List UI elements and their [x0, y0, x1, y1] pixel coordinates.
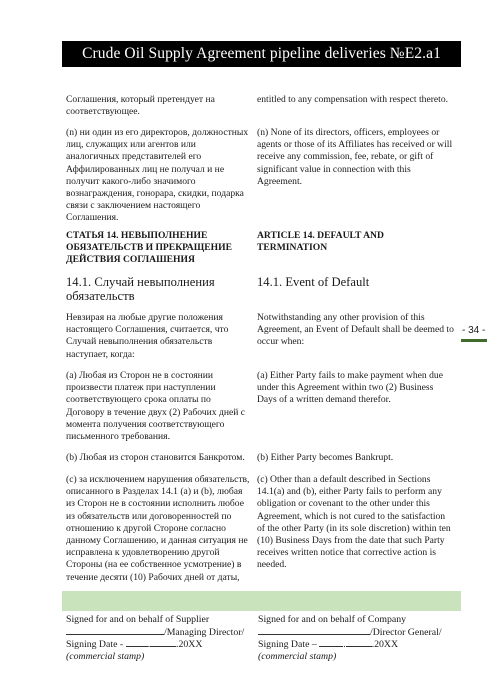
company-role-line	[258, 626, 458, 639]
company-date-line: Signing Date – . .20XX	[258, 639, 399, 651]
left-paragraph-a: (a) Любая из Сторон не в состоянии произвести платеж при наступлении соответствующего срока оплаты по Договору в течение двух (2) Рабочих дней с момента получения соответствующего письменного требования.	[66, 370, 246, 443]
company-signature-block	[258, 614, 458, 662]
signature-footer	[62, 591, 461, 671]
company-year: .20XX	[371, 639, 399, 651]
company-stamp-label: (commercial stamp)	[258, 650, 337, 662]
right-paragraph-c: (c) Other than a default described in Sections 14.1(a) and (b), either Party fails to perform any obligation or covenant to the other under this Agreement, which is not cured to the satisfaction of the other Party (in its sole discretion) within ten (10) Business Days from the date that such Party receives written notice that corrective action is needed.	[257, 474, 451, 571]
left-paragraph-b: (b) Любая из сторон становится Банкротом.	[66, 452, 245, 463]
right-paragraph-continuation: entitled to any compensation with respect thereto.	[257, 94, 449, 105]
supplier-day-blank	[126, 638, 148, 647]
supplier-month-blank	[150, 638, 176, 647]
company-signature-blank	[258, 626, 370, 635]
supplier-signature-blank	[66, 626, 164, 635]
supplier-role-line	[66, 626, 252, 639]
left-paragraph-n: (n) ни один из его директоров, должностных лиц, служащих или агентов или аналогичных представителей его Аффилированных лиц не получал и не получит какого-либо значимого вознаграждения, гонорара, скидки, подарка связи с заключением настоящего Соглашения.	[66, 127, 249, 224]
document-header: Crude Oil Supply Agreement pipeline deliveries №E2.a1	[62, 41, 461, 67]
left-article-heading: СТАТЬЯ 14. НЕВЫПОЛНЕНИЕ ОБЯЗАТЕЛЬСТВ И ПРЕКРАЩЕНИЕ ДЕЙСТВИЯ СОГЛАШЕНИЯ	[66, 230, 232, 266]
right-paragraph-b: (b) Either Party becomes Bankrupt.	[257, 452, 394, 463]
supplier-date-label: Signing Date -	[66, 639, 124, 651]
company-day-blank	[319, 638, 343, 647]
company-role: /Director General/	[370, 626, 442, 638]
right-paragraph-n: (n) None of its directors, officers, employees or agents or those of its Affiliates has received or will receive any commission, fee, rebate, or gift of significant value in connection with this Agreement.	[257, 127, 453, 187]
supplier-year: .20XX	[176, 639, 203, 651]
company-month-blank	[346, 638, 372, 647]
left-paragraph-intro: Невзирая на любые другие положения настоящего Соглашения, считается, что Случай невыполнения обязательств наступает, когда:	[66, 312, 229, 360]
right-paragraph-a: (a) Either Party fails to make payment when due under this Agreement within two (2) Business Days of a written demand therefor.	[257, 370, 443, 406]
page-number-bar	[461, 339, 487, 342]
footer-green-bar	[62, 591, 461, 611]
supplier-signed-label: Signed for and on behalf of Supplier	[66, 614, 210, 625]
company-signed-label: Signed for and on behalf of Company	[258, 614, 407, 625]
supplier-signature-block	[66, 614, 252, 662]
right-sub-heading: 14.1. Event of Default	[257, 275, 370, 289]
supplier-stamp-label: (commercial stamp)	[66, 650, 145, 662]
left-paragraph-c: (c) за исключением нарушения обязательств, описанного в Разделах 14.1 (a) и (b), любая из Сторон не в состоянии исполнить любое из обязательств или договоренностей по отношению к другой Стороне согласно данному Соглашению, и данная ситуация не исправлена к удовлетворению другой Стороны (на ее собственное усмотрение) в течение десяти (10) Рабочих дней от даты,	[66, 474, 250, 583]
supplier-role: /Managing Director/	[164, 626, 245, 638]
left-sub-heading: 14.1. Случай невыполнения обязательств	[66, 275, 215, 303]
page-number: - 34 -	[462, 325, 486, 336]
right-article-heading: ARTICLE 14. DEFAULT AND TERMINATION	[257, 230, 384, 254]
company-date-label: Signing Date –	[258, 639, 317, 651]
supplier-date-line: Signing Date - . .20XX	[66, 639, 203, 651]
left-paragraph-continuation: Соглашения, который претендует на соответствующее.	[66, 94, 215, 118]
right-paragraph-intro: Notwithstanding any other provision of this Agreement, an Event of Default shall be deemed to occur when:	[257, 312, 454, 348]
